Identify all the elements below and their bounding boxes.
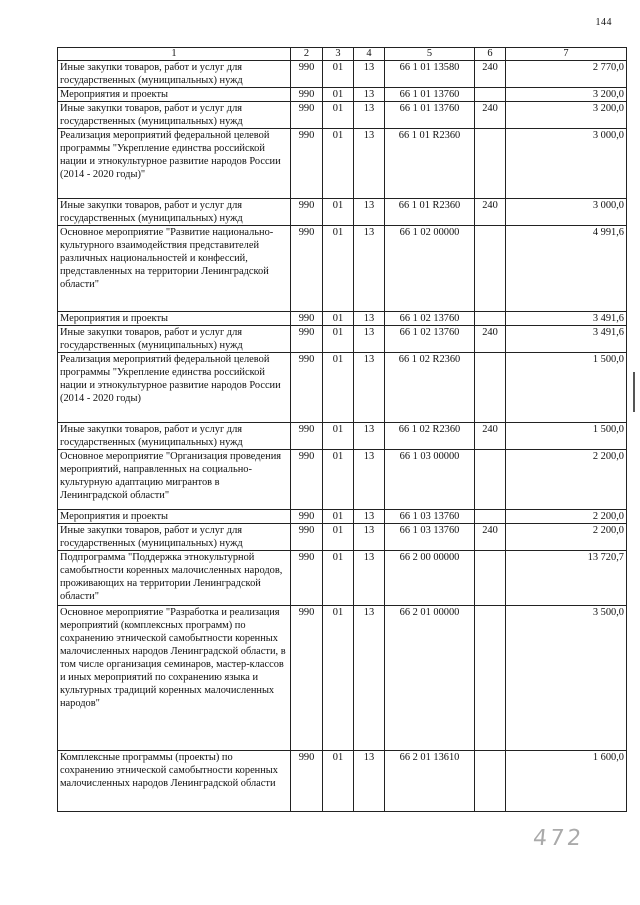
row-code-5-cell: 66 1 01 13580	[385, 61, 475, 88]
row-amount-cell: 3 491,6	[506, 312, 627, 326]
row-code-2-cell: 990	[291, 450, 323, 510]
row-amount-cell: 2 200,0	[506, 524, 627, 551]
row-code-5-cell: 66 1 02 R2360	[385, 423, 475, 450]
table-row	[58, 326, 627, 353]
row-amount-cell: 3 491,6	[506, 326, 627, 353]
row-code-2-cell: 990	[291, 88, 323, 102]
row-code-3-cell: 01	[323, 199, 354, 226]
row-code-5-cell: 66 2 01 00000	[385, 606, 475, 751]
row-code-5-cell: 66 1 03 13760	[385, 510, 475, 524]
table-row	[58, 353, 627, 423]
row-code-4-cell: 13	[354, 751, 385, 812]
row-amount-cell: 3 200,0	[506, 88, 627, 102]
row-code-4-cell: 13	[354, 551, 385, 606]
row-name-cell: Реализация мероприятий федеральной целевой программы "Укрепление единства российской нации и этнокультурное развитие народов России (2014 - 2020 годы)"	[58, 129, 291, 199]
table-row	[58, 751, 627, 812]
row-amount-cell: 1 500,0	[506, 423, 627, 450]
header-row	[58, 48, 627, 61]
row-code-5-cell: 66 2 01 13610	[385, 751, 475, 812]
row-code-3-cell: 01	[323, 606, 354, 751]
row-amount-cell: 2 200,0	[506, 510, 627, 524]
row-code-3-cell: 01	[323, 423, 354, 450]
header-col-7: 7	[506, 48, 627, 61]
row-name-cell: Комплексные программы (проекты) по сохранению этнической самобытности коренных малочисленных народов Ленинградской области	[58, 751, 291, 812]
row-code-2-cell: 990	[291, 551, 323, 606]
row-code-2-cell: 990	[291, 751, 323, 812]
row-code-6-cell	[475, 751, 506, 812]
page-number: 144	[595, 17, 612, 28]
row-code-2-cell: 990	[291, 61, 323, 88]
row-code-2-cell: 990	[291, 510, 323, 524]
row-code-4-cell: 13	[354, 88, 385, 102]
row-amount-cell: 4 991,6	[506, 226, 627, 312]
row-code-6-cell	[475, 551, 506, 606]
table-row	[58, 606, 627, 751]
table-row	[58, 423, 627, 450]
table-row	[58, 129, 627, 199]
row-code-3-cell: 01	[323, 226, 354, 312]
row-code-4-cell: 13	[354, 524, 385, 551]
row-code-6-cell: 240	[475, 102, 506, 129]
row-name-cell: Иные закупки товаров, работ и услуг для государственных (муниципальных) нужд	[58, 326, 291, 353]
row-code-3-cell: 01	[323, 551, 354, 606]
row-code-2-cell: 990	[291, 102, 323, 129]
row-code-4-cell: 13	[354, 423, 385, 450]
row-code-6-cell: 240	[475, 326, 506, 353]
row-code-3-cell: 01	[323, 61, 354, 88]
row-code-3-cell: 01	[323, 524, 354, 551]
row-name-cell: Мероприятия и проекты	[58, 88, 291, 102]
row-code-3-cell: 01	[323, 450, 354, 510]
row-code-2-cell: 990	[291, 353, 323, 423]
row-name-cell: Иные закупки товаров, работ и услуг для государственных (муниципальных) нужд	[58, 423, 291, 450]
row-code-3-cell: 01	[323, 353, 354, 423]
row-amount-cell: 13 720,7	[506, 551, 627, 606]
row-code-6-cell	[475, 606, 506, 751]
row-name-cell: Основное мероприятие "Развитие национально-культурного взаимодействия представителей различных национальностей и конфессий, представленных на территории Ленинградской области"	[58, 226, 291, 312]
row-code-6-cell: 240	[475, 423, 506, 450]
table-row	[58, 312, 627, 326]
row-code-5-cell: 66 1 01 13760	[385, 88, 475, 102]
row-code-4-cell: 13	[354, 510, 385, 524]
header-col-5: 5	[385, 48, 475, 61]
row-code-4-cell: 13	[354, 606, 385, 751]
row-code-6-cell	[475, 450, 506, 510]
budget-table	[57, 47, 627, 812]
table-row	[58, 524, 627, 551]
table-row	[58, 226, 627, 312]
row-code-6-cell	[475, 226, 506, 312]
table-row	[58, 551, 627, 606]
row-code-4-cell: 13	[354, 61, 385, 88]
row-code-5-cell: 66 1 01 13760	[385, 102, 475, 129]
table-row	[58, 450, 627, 510]
row-amount-cell: 3 500,0	[506, 606, 627, 751]
row-code-3-cell: 01	[323, 88, 354, 102]
row-amount-cell: 3 200,0	[506, 102, 627, 129]
header-col-4: 4	[354, 48, 385, 61]
row-name-cell: Основное мероприятие "Организация проведения мероприятий, направленных на социально-культурную адаптацию мигрантов в Ленинградской области"	[58, 450, 291, 510]
row-code-4-cell: 13	[354, 312, 385, 326]
table-row	[58, 510, 627, 524]
row-code-4-cell: 13	[354, 450, 385, 510]
stamp-number: 472	[531, 826, 586, 851]
row-code-3-cell: 01	[323, 312, 354, 326]
row-code-5-cell: 66 1 03 00000	[385, 450, 475, 510]
row-amount-cell: 1 500,0	[506, 353, 627, 423]
header-col-1: 1	[58, 48, 291, 61]
row-code-6-cell: 240	[475, 199, 506, 226]
header-col-6: 6	[475, 48, 506, 61]
row-code-6-cell	[475, 312, 506, 326]
row-code-6-cell	[475, 129, 506, 199]
row-code-2-cell: 990	[291, 606, 323, 751]
table-row	[58, 199, 627, 226]
row-name-cell: Основное мероприятие "Разработка и реализация мероприятий (комплексных программ) по сохранению этнической самобытности коренных малочисленных народов Ленинградской области, в том числе организация семинаров, мастер-классов и иных мероприятий по сохранению языка и культурных традиций коренных малочисленных народов"	[58, 606, 291, 751]
row-code-2-cell: 990	[291, 326, 323, 353]
row-name-cell: Иные закупки товаров, работ и услуг для государственных (муниципальных) нужд	[58, 61, 291, 88]
row-code-5-cell: 66 1 02 00000	[385, 226, 475, 312]
row-code-3-cell: 01	[323, 510, 354, 524]
row-name-cell: Подпрограмма "Поддержка этнокультурной самобытности коренных малочисленных народов, проживающих на территории Ленинградской области"	[58, 551, 291, 606]
row-name-cell: Мероприятия и проекты	[58, 312, 291, 326]
row-amount-cell: 3 000,0	[506, 199, 627, 226]
table-row	[58, 102, 627, 129]
row-code-4-cell: 13	[354, 102, 385, 129]
header-col-2: 2	[291, 48, 323, 61]
table-row	[58, 88, 627, 102]
row-code-5-cell: 66 1 02 13760	[385, 312, 475, 326]
row-code-6-cell: 240	[475, 524, 506, 551]
row-code-2-cell: 990	[291, 129, 323, 199]
edge-mark	[633, 372, 635, 412]
row-name-cell: Иные закупки товаров, работ и услуг для государственных (муниципальных) нужд	[58, 199, 291, 226]
row-code-6-cell	[475, 510, 506, 524]
row-code-5-cell: 66 1 02 13760	[385, 326, 475, 353]
row-amount-cell: 2 770,0	[506, 61, 627, 88]
row-code-4-cell: 13	[354, 226, 385, 312]
row-code-5-cell: 66 1 01 R2360	[385, 199, 475, 226]
row-code-4-cell: 13	[354, 326, 385, 353]
row-amount-cell: 1 600,0	[506, 751, 627, 812]
row-code-4-cell: 13	[354, 129, 385, 199]
row-code-6-cell: 240	[475, 61, 506, 88]
row-code-5-cell: 66 1 02 R2360	[385, 353, 475, 423]
row-name-cell: Мероприятия и проекты	[58, 510, 291, 524]
row-name-cell: Реализация мероприятий федеральной целевой программы "Укрепление единства российской нации и этнокультурное развитие народов России (2014 - 2020 годы)	[58, 353, 291, 423]
row-code-3-cell: 01	[323, 129, 354, 199]
row-name-cell: Иные закупки товаров, работ и услуг для государственных (муниципальных) нужд	[58, 102, 291, 129]
row-code-5-cell: 66 1 01 R2360	[385, 129, 475, 199]
table-row	[58, 61, 627, 88]
row-code-6-cell	[475, 353, 506, 423]
row-code-2-cell: 990	[291, 199, 323, 226]
row-name-cell: Иные закупки товаров, работ и услуг для государственных (муниципальных) нужд	[58, 524, 291, 551]
row-amount-cell: 2 200,0	[506, 450, 627, 510]
row-code-4-cell: 13	[354, 353, 385, 423]
row-code-5-cell: 66 1 03 13760	[385, 524, 475, 551]
row-code-3-cell: 01	[323, 102, 354, 129]
row-code-4-cell: 13	[354, 199, 385, 226]
row-code-3-cell: 01	[323, 751, 354, 812]
row-code-2-cell: 990	[291, 524, 323, 551]
row-amount-cell: 3 000,0	[506, 129, 627, 199]
row-code-5-cell: 66 2 00 00000	[385, 551, 475, 606]
header-col-3: 3	[323, 48, 354, 61]
row-code-6-cell	[475, 88, 506, 102]
row-code-3-cell: 01	[323, 326, 354, 353]
row-code-2-cell: 990	[291, 226, 323, 312]
row-code-2-cell: 990	[291, 423, 323, 450]
row-code-2-cell: 990	[291, 312, 323, 326]
